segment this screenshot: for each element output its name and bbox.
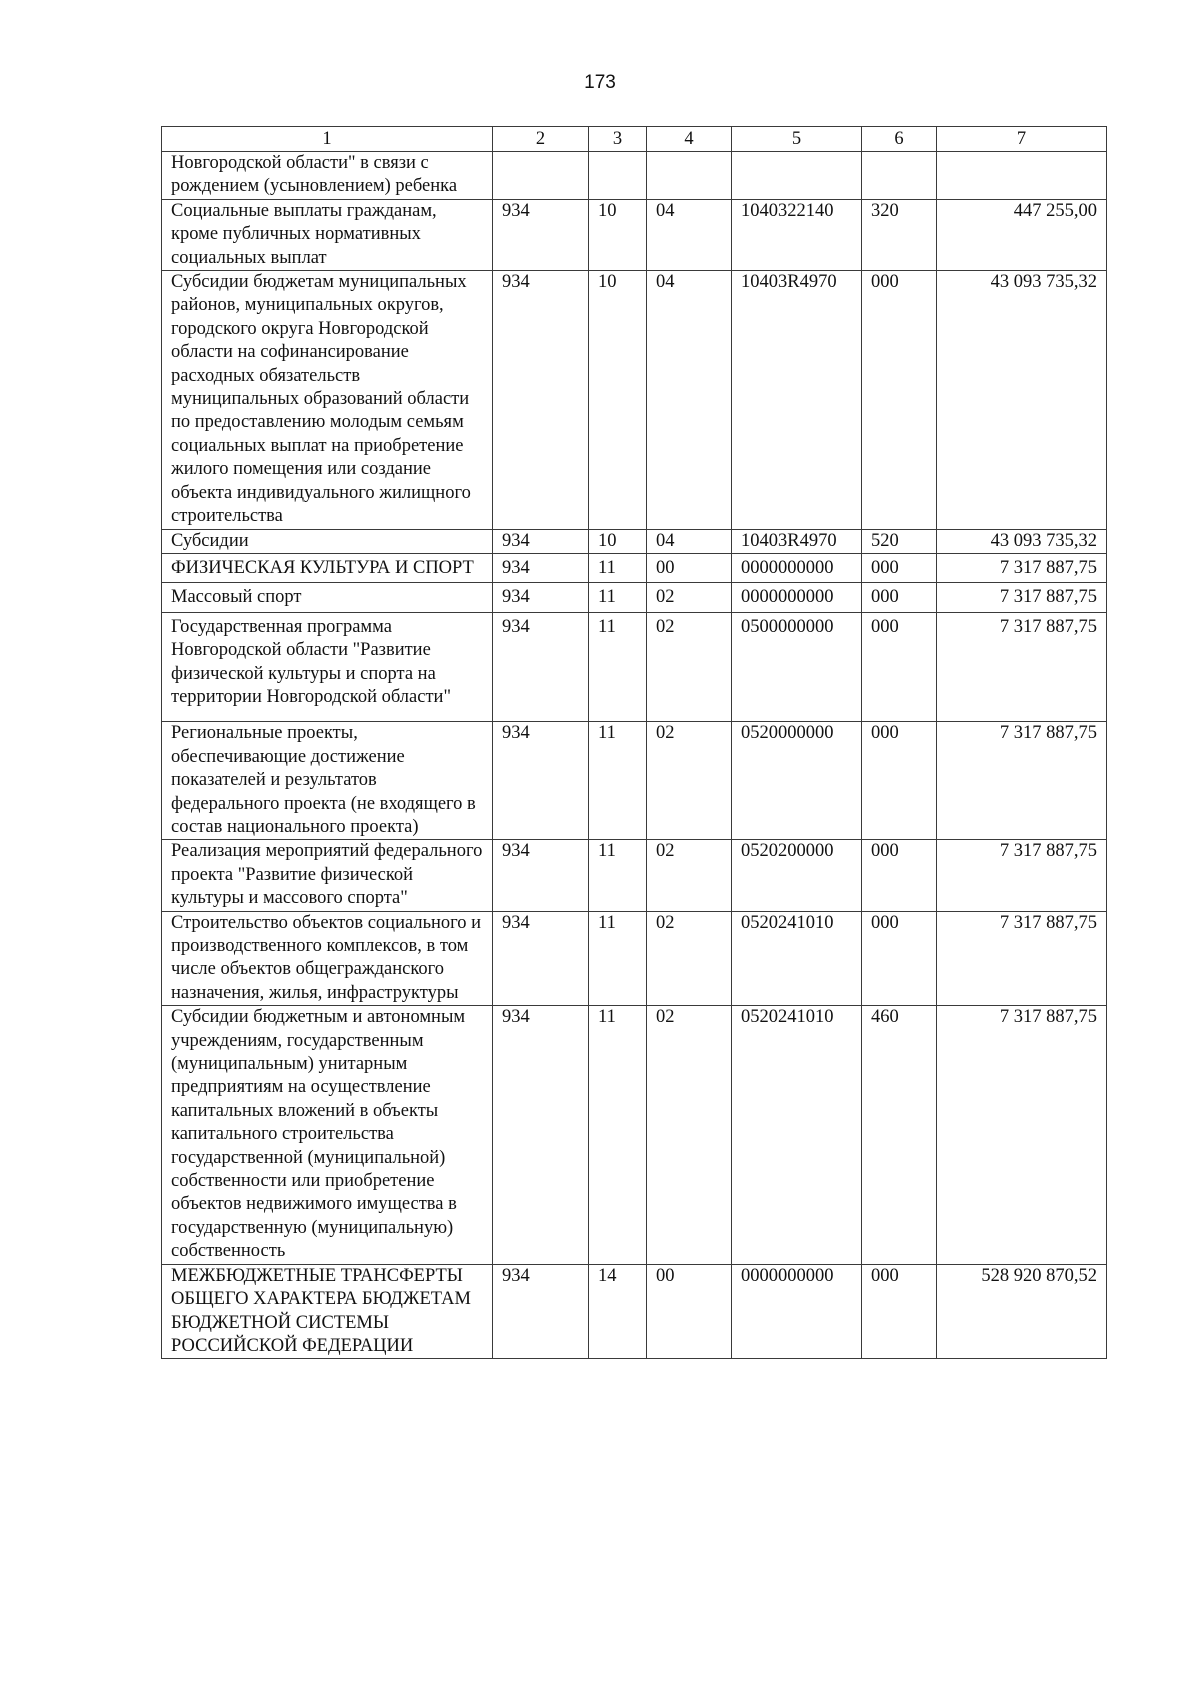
cell-expense-type: 000 bbox=[862, 583, 937, 612]
cell-section: 10 bbox=[589, 271, 647, 529]
table-row bbox=[162, 911, 1107, 1006]
column-header: 5 bbox=[732, 127, 862, 152]
cell-expense-type: 000 bbox=[862, 722, 937, 840]
cell-ministry: 934 bbox=[493, 199, 589, 270]
cell-subsection: 02 bbox=[647, 722, 732, 840]
cell-section: 10 bbox=[589, 529, 647, 553]
table-row bbox=[162, 722, 1107, 840]
column-header: 4 bbox=[647, 127, 732, 152]
column-number-row bbox=[162, 127, 1107, 152]
cell-target-article: 10403R4970 bbox=[732, 271, 862, 529]
cell-target-article: 10403R4970 bbox=[732, 529, 862, 553]
table-row bbox=[162, 199, 1107, 270]
row-name: Субсидии бюджетным и автономным учреждениям, государственным (муниципальным) унитарным предприятиям на осуществление капитальных вложений в объекты капитального строительства государственной (муниципальной) собственности или приобретение объектов недвижимого имущества в государственную (муниципальную) собственность bbox=[162, 1006, 493, 1264]
table-row bbox=[162, 583, 1107, 612]
cell-expense-type: 000 bbox=[862, 612, 937, 722]
cell-expense-type: 320 bbox=[862, 199, 937, 270]
cell-section: 11 bbox=[589, 583, 647, 612]
cell-target-article: 0000000000 bbox=[732, 583, 862, 612]
cell-amount: 7 317 887,75 bbox=[937, 612, 1107, 722]
cell-subsection: 02 bbox=[647, 612, 732, 722]
cell-subsection: 02 bbox=[647, 911, 732, 1006]
cell-amount: 7 317 887,75 bbox=[937, 583, 1107, 612]
cell-target-article: 0520241010 bbox=[732, 911, 862, 1006]
cell-subsection: 04 bbox=[647, 271, 732, 529]
cell-target-article: 0500000000 bbox=[732, 612, 862, 722]
cell-ministry: 934 bbox=[493, 911, 589, 1006]
cell-section: 14 bbox=[589, 1264, 647, 1359]
cell-expense-type: 520 bbox=[862, 529, 937, 553]
column-header: 3 bbox=[589, 127, 647, 152]
cell-expense-type: 460 bbox=[862, 1006, 937, 1264]
row-name: Строительство объектов социального и производственного комплексов, в том числе объектов общегражданского назначения, жилья, инфраструктуры bbox=[162, 911, 493, 1006]
cell-subsection: 02 bbox=[647, 840, 732, 911]
cell-ministry: 934 bbox=[493, 612, 589, 722]
table-row bbox=[162, 529, 1107, 553]
cell-ministry: 934 bbox=[493, 840, 589, 911]
row-name: Реализация мероприятий федерального проекта "Развитие физической культуры и массового спорта" bbox=[162, 840, 493, 911]
cell-ministry: 934 bbox=[493, 553, 589, 582]
cell-section: 11 bbox=[589, 840, 647, 911]
cell-amount: 7 317 887,75 bbox=[937, 553, 1107, 582]
cell-amount bbox=[937, 152, 1107, 200]
cell-amount: 43 093 735,32 bbox=[937, 529, 1107, 553]
cell-amount: 447 255,00 bbox=[937, 199, 1107, 270]
row-name: Государственная программа Новгородской области "Развитие физической культуры и спорта на территории Новгородской области" bbox=[162, 612, 493, 722]
cell-ministry: 934 bbox=[493, 583, 589, 612]
cell-expense-type: 000 bbox=[862, 271, 937, 529]
cell-amount: 43 093 735,32 bbox=[937, 271, 1107, 529]
table-row bbox=[162, 840, 1107, 911]
table-row bbox=[162, 612, 1107, 722]
cell-target-article: 0520241010 bbox=[732, 1006, 862, 1264]
cell-ministry: 934 bbox=[493, 1264, 589, 1359]
cell-ministry bbox=[493, 152, 589, 200]
cell-target-article: 0000000000 bbox=[732, 553, 862, 582]
page-number: 173 bbox=[584, 72, 616, 93]
cell-subsection: 00 bbox=[647, 553, 732, 582]
column-header: 7 bbox=[937, 127, 1107, 152]
cell-section bbox=[589, 152, 647, 200]
cell-expense-type: 000 bbox=[862, 1264, 937, 1359]
table-row bbox=[162, 553, 1107, 582]
cell-expense-type bbox=[862, 152, 937, 200]
cell-target-article: 0520200000 bbox=[732, 840, 862, 911]
column-header: 1 bbox=[162, 127, 493, 152]
cell-amount: 528 920 870,52 bbox=[937, 1264, 1107, 1359]
cell-subsection: 04 bbox=[647, 199, 732, 270]
budget-table bbox=[161, 126, 1107, 1359]
table-row bbox=[162, 1264, 1107, 1359]
cell-section: 11 bbox=[589, 612, 647, 722]
table-row bbox=[162, 1006, 1107, 1264]
cell-section: 11 bbox=[589, 553, 647, 582]
row-name: МЕЖБЮДЖЕТНЫЕ ТРАНСФЕРТЫ ОБЩЕГО ХАРАКТЕРА БЮДЖЕТАМ БЮДЖЕТНОЙ СИСТЕМЫ РОССИЙСКОЙ ФЕДЕРАЦИИ bbox=[162, 1264, 493, 1359]
row-name: Новгородской области" в связи с рождением (усыновлением) ребенка bbox=[162, 152, 493, 200]
cell-ministry: 934 bbox=[493, 529, 589, 553]
cell-expense-type: 000 bbox=[862, 840, 937, 911]
cell-amount: 7 317 887,75 bbox=[937, 1006, 1107, 1264]
column-header: 6 bbox=[862, 127, 937, 152]
row-name: Массовый спорт bbox=[162, 583, 493, 612]
cell-target-article bbox=[732, 152, 862, 200]
cell-ministry: 934 bbox=[493, 1006, 589, 1264]
row-name: Региональные проекты, обеспечивающие достижение показателей и результатов федерального проекта (не входящего в состав национального проекта) bbox=[162, 722, 493, 840]
cell-amount: 7 317 887,75 bbox=[937, 911, 1107, 1006]
cell-ministry: 934 bbox=[493, 722, 589, 840]
row-name: ФИЗИЧЕСКАЯ КУЛЬТУРА И СПОРТ bbox=[162, 553, 493, 582]
cell-amount: 7 317 887,75 bbox=[937, 722, 1107, 840]
row-name: Субсидии бюджетам муниципальных районов, муниципальных округов, городского округа Новгородской области на софинансирование расходных обязательств муниципальных образований области по предоставлению молодым семьям социальных выплат на приобретение жилого помещения или создание объекта индивидуального жилищного строительства bbox=[162, 271, 493, 529]
cell-subsection: 02 bbox=[647, 1006, 732, 1264]
cell-subsection: 04 bbox=[647, 529, 732, 553]
row-name: Субсидии bbox=[162, 529, 493, 553]
cell-target-article: 1040322140 bbox=[732, 199, 862, 270]
cell-section: 11 bbox=[589, 911, 647, 1006]
cell-subsection bbox=[647, 152, 732, 200]
cell-amount: 7 317 887,75 bbox=[937, 840, 1107, 911]
cell-subsection: 00 bbox=[647, 1264, 732, 1359]
cell-section: 11 bbox=[589, 722, 647, 840]
cell-target-article: 0520000000 bbox=[732, 722, 862, 840]
table-row bbox=[162, 152, 1107, 200]
cell-section: 11 bbox=[589, 1006, 647, 1264]
cell-subsection: 02 bbox=[647, 583, 732, 612]
cell-expense-type: 000 bbox=[862, 911, 937, 1006]
row-name: Социальные выплаты гражданам, кроме публичных нормативных социальных выплат bbox=[162, 199, 493, 270]
column-header: 2 bbox=[493, 127, 589, 152]
table-row bbox=[162, 271, 1107, 529]
cell-target-article: 0000000000 bbox=[732, 1264, 862, 1359]
cell-ministry: 934 bbox=[493, 271, 589, 529]
cell-expense-type: 000 bbox=[862, 553, 937, 582]
cell-section: 10 bbox=[589, 199, 647, 270]
